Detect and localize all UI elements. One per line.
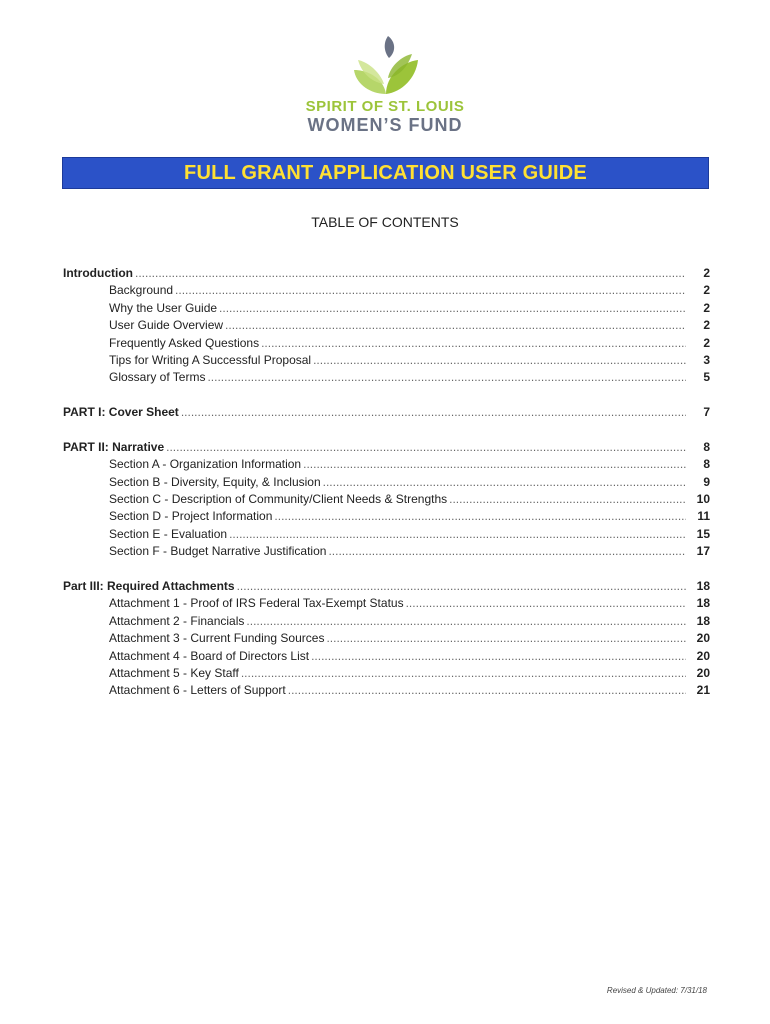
toc-page: 2 [703, 266, 710, 280]
toc-leader [135, 265, 686, 282]
toc-label: PART II: Narrative [63, 439, 165, 454]
toc-entry[interactable] [63, 682, 710, 699]
toc-page: 2 [703, 300, 710, 315]
toc-entry[interactable] [63, 665, 710, 682]
toc-page: 18 [696, 596, 710, 611]
toc-entry[interactable] [63, 456, 710, 473]
toc-entry[interactable] [63, 404, 710, 421]
toc-leader [219, 300, 686, 317]
toc-label: Frequently Asked Questions [109, 335, 260, 350]
toc-entry[interactable] [63, 335, 710, 352]
toc-label: Background [109, 283, 174, 298]
toc-leader [323, 474, 686, 491]
toc-label: Section E - Evaluation [109, 526, 228, 541]
toc-leader [406, 595, 686, 612]
toc-page: 8 [703, 439, 710, 454]
revision-note: Revised & Updated: 7/31/18 [606, 986, 707, 995]
toc-leader [181, 404, 686, 421]
toc-leader [207, 369, 686, 386]
toc-label: Introduction [63, 266, 133, 280]
toc-page: 2 [703, 335, 710, 350]
toc-label: Section B - Diversity, Equity, & Inclusion [109, 474, 321, 489]
toc-label: Attachment 3 - Current Funding Sources [109, 631, 325, 646]
toc-page: 9 [703, 474, 710, 489]
toc-entry[interactable] [63, 578, 710, 595]
toc-leader [229, 526, 686, 543]
toc-label: Part III: Required Attachments [63, 579, 235, 594]
toc-page: 2 [703, 283, 710, 298]
toc-leader [225, 317, 686, 334]
page-title: FULL GRANT APPLICATION USER GUIDE [184, 161, 587, 184]
toc-label: Tips for Writing A Successful Proposal [109, 352, 312, 367]
toc-leader [303, 456, 686, 473]
toc-spacer [63, 561, 710, 578]
toc-entry[interactable] [63, 595, 710, 612]
toc-entry[interactable] [63, 526, 710, 543]
toc-entry[interactable] [63, 352, 710, 369]
toc-leader [175, 282, 686, 299]
toc-label: Glossary of Terms [109, 370, 206, 385]
toc-page: 7 [703, 405, 710, 420]
toc-page: 10 [696, 492, 710, 507]
toc-label: Why the User Guide [109, 300, 218, 315]
toc-entry[interactable] [63, 439, 710, 456]
toc-page: 20 [696, 665, 710, 680]
toc-leader [449, 491, 686, 508]
toc-entry[interactable] [63, 630, 710, 647]
toc-leader [241, 665, 686, 682]
toc-heading: TABLE OF CONTENTS [311, 214, 459, 230]
toc-page: 21 [696, 683, 710, 698]
toc-page: 11 [697, 509, 710, 524]
toc-leader [246, 613, 686, 630]
toc-entry[interactable] [63, 508, 710, 525]
toc-spacer [63, 422, 710, 439]
toc-label: User Guide Overview [109, 318, 224, 333]
toc-page: 3 [703, 352, 710, 367]
toc-leader [311, 648, 686, 665]
leaves-icon [350, 34, 420, 96]
toc-label: Attachment 5 - Key Staff [109, 665, 239, 680]
toc-page: 18 [696, 613, 710, 628]
table-of-contents [63, 265, 710, 700]
toc-page: 2 [703, 318, 710, 333]
toc-leader [288, 682, 686, 699]
toc-entry[interactable] [63, 369, 710, 386]
toc-entry[interactable] [63, 543, 710, 560]
toc-leader [326, 630, 686, 647]
logo [300, 34, 470, 144]
toc-entry[interactable] [63, 265, 710, 282]
logo-line-2: WOMEN’S FUND [307, 115, 463, 135]
toc-label: Section F - Budget Narrative Justification [109, 544, 327, 559]
toc-leader [166, 439, 686, 456]
toc-label: Attachment 4 - Board of Directors List [109, 648, 310, 663]
toc-label: Section D - Project Information [109, 509, 273, 524]
toc-page: 17 [696, 544, 710, 559]
toc-leader [274, 508, 686, 525]
toc-leader [261, 335, 686, 352]
toc-entry[interactable] [63, 474, 710, 491]
toc-spacer [63, 387, 710, 404]
toc-label: Attachment 1 - Proof of IRS Federal Tax-Exempt Status [109, 596, 404, 611]
toc-page: 18 [696, 579, 710, 594]
toc-entry[interactable] [63, 282, 710, 299]
toc-leader [328, 543, 686, 560]
toc-page: 5 [703, 370, 710, 385]
toc-label: PART I: Cover Sheet [63, 405, 179, 420]
title-banner [62, 157, 709, 189]
toc-entry[interactable] [63, 648, 710, 665]
toc-label: Section A - Organization Information [109, 457, 302, 472]
toc-label: Section C - Description of Community/Client Needs & Strengths [109, 492, 448, 507]
toc-page: 8 [703, 457, 710, 472]
toc-entry[interactable] [63, 491, 710, 508]
toc-entry[interactable] [63, 317, 710, 334]
toc-page: 20 [696, 648, 710, 663]
toc-page: 20 [696, 631, 710, 646]
toc-entry[interactable] [63, 613, 710, 630]
toc-entry[interactable] [63, 300, 710, 317]
toc-label: Attachment 6 - Letters of Support [109, 683, 286, 698]
toc-page: 15 [696, 526, 710, 541]
logo-line-1: SPIRIT OF ST. LOUIS [305, 98, 465, 115]
toc-leader [313, 352, 686, 369]
toc-label: Attachment 2 - Financials [109, 613, 245, 628]
toc-leader [237, 578, 686, 595]
